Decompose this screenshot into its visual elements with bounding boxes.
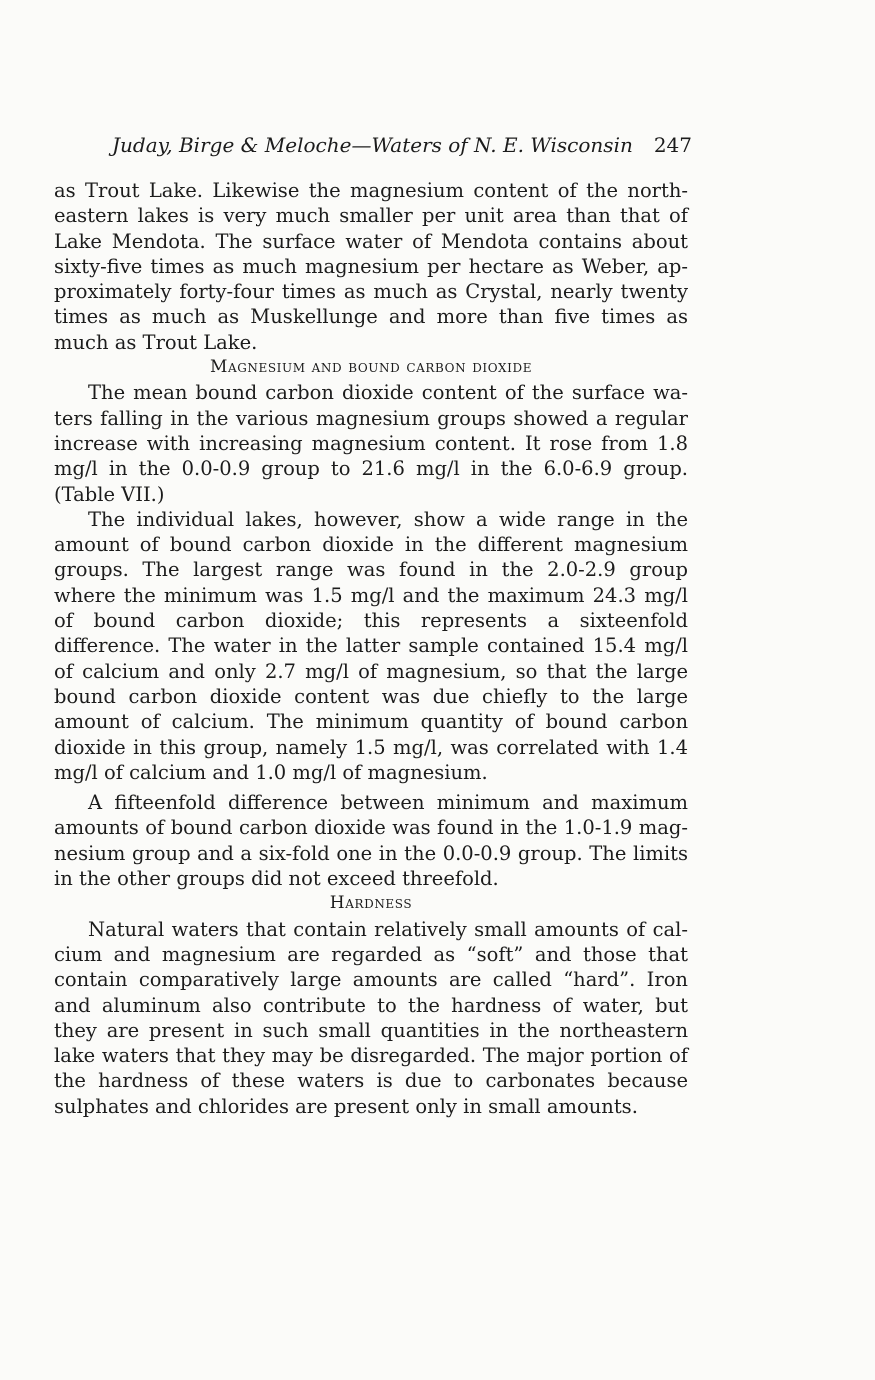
section-heading-magnesium-bound-co2: Magnesium and bound carbon dioxide — [209, 357, 533, 378]
paragraph-individual-lakes: The individual lakes, however, show a wide range in the amount of bound carbon dioxide in the different magnesium groups. The largest range was found in the 2.0-2.9 group where the minimum was 1.5 mg/l and the maximum 24.3 mg/l of bound carbon dioxide; this represents a sixteenfold difference. The water in the latter sample contained 15.4 mg/l of calcium and only 2.7 mg/l of magnesium, so that the large bound carbon dioxide content was due chiefly to the large amount of calcium. The minimum quantity of bound carbon dioxide in this group, namely 1.5 mg/l, was correlated with 1.4 mg/l of calcium and 1.0 mg/l of magnesium. — [54, 507, 688, 784]
running-head — [112, 130, 692, 160]
paragraph-hardness: Natural waters that contain relatively small amounts of calcium and magnesium are regarded as “soft” and those that contain comparatively large amounts are called “hard”. Iron and aluminum also contribute to the hardness of water, but they are present in such small quantities in the northeastern lake waters that they may be disregarded. The major portion of the hardness of these waters is due to carbonates because sulphates and chlorides are present only in small amounts. — [54, 917, 688, 1118]
section-heading-hardness: Hardness — [329, 893, 413, 914]
page-number: 247 — [653, 133, 692, 157]
paragraph-mean-bound-co2: The mean bound carbon dioxide content of the surface waters falling in the various magnesium groups showed a regular increase with increasing magnesium content. It rose from 1.8 mg/l in the 0.0-0.9 group to 21.6 mg/l in the 6.0-6.9 group. (Table VII.) — [54, 381, 688, 506]
body-text — [54, 178, 688, 1119]
paragraph-fifteenfold-difference: A fifteenfold difference between minimum and maximum amounts of bound carbon dioxide was found in the 1.0-1.9 magnesium group and a six-fold one in the 0.0-0.9 group. The limits in the other groups did not exceed threefold. — [54, 791, 688, 891]
running-head-title: Juday, Birge & Meloche—Waters of N. E. Wisconsin — [112, 133, 633, 157]
paragraph-continued: as Trout Lake. Likewise the magnesium content of the northeastern lakes is very much smaller per unit area than that of Lake Mendota. The surface water of Mendota contains about sixty-five times as much magnesium per hectare as Weber, approximately forty-four times as much as Crystal, nearly twenty times as much as Muskellunge and more than five times as much as Trout Lake. — [54, 179, 688, 354]
